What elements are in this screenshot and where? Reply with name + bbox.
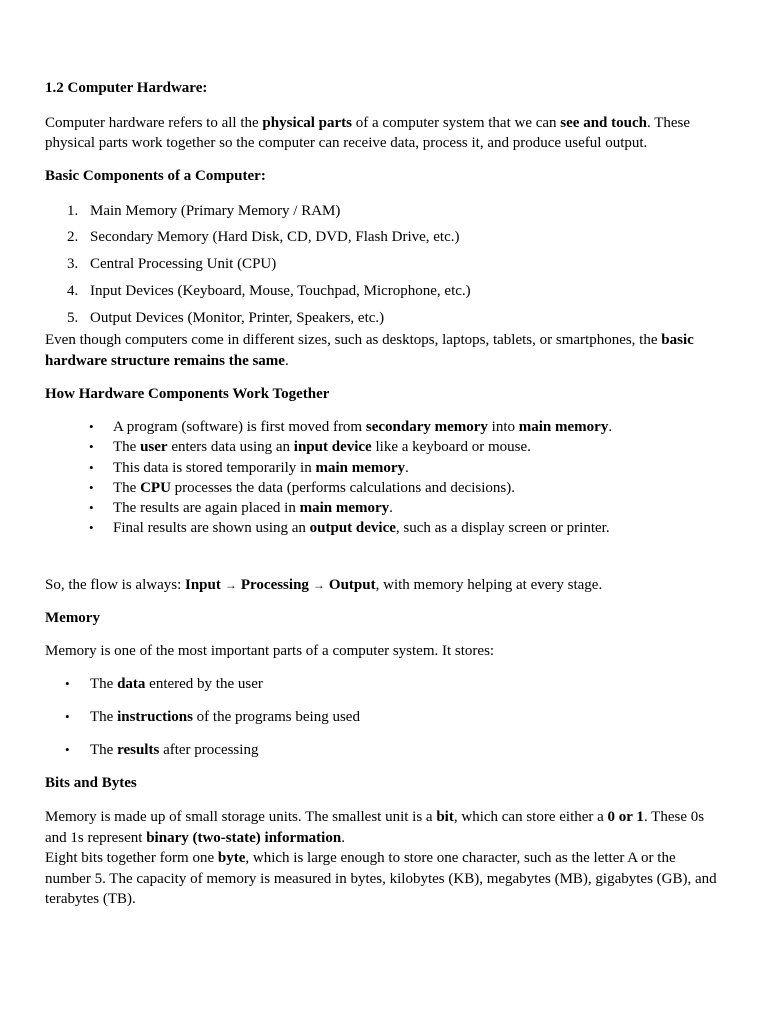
flow-paragraph: So, the flow is always: Input → Processing → Output, with memory helping at every stage.	[45, 576, 603, 593]
bits-bytes-heading: Bits and Bytes	[45, 774, 137, 791]
list-item: • The results after processing	[65, 741, 259, 758]
memory-intro-paragraph: Memory is one of the most important parts of a computer system. It stores:	[45, 642, 495, 659]
list-item: • The data entered by the user	[65, 675, 263, 692]
bullet-icon: •	[89, 439, 94, 455]
how-together-heading: How Hardware Components Work Together	[45, 385, 330, 402]
arrow-right-icon: →	[312, 577, 325, 592]
hardware-intro-paragraph: Computer hardware refers to all the physical parts of a computer system that we can see and touch. These physical parts work together so the computer can receive data, process it, and produce useful output.	[45, 114, 691, 151]
list-item: • The user enters data using an input device like a keyboard or mouse.	[45, 437, 725, 457]
list-item: 2. Secondary Memory (Hard Disk, CD, DVD, Flash Drive, etc.)	[67, 229, 460, 246]
how-together-list	[45, 417, 725, 539]
list-item: • The CPU processes the data (performs calculations and decisions).	[45, 478, 725, 498]
list-item: 3. Central Processing Unit (CPU)	[67, 256, 277, 273]
bullet-icon: •	[89, 418, 94, 434]
bullet-icon: •	[89, 479, 94, 495]
bullet-icon: •	[65, 741, 70, 757]
list-item: • This data is stored temporarily in main memory.	[45, 458, 725, 478]
bullet-icon: •	[65, 708, 70, 724]
basic-components-list	[45, 201, 725, 328]
memory-list	[45, 674, 725, 760]
list-item: • The instructions of the programs being used	[65, 708, 360, 725]
memory-heading: Memory	[45, 609, 100, 626]
bullet-icon: •	[89, 500, 94, 516]
list-item: 1. Main Memory (Primary Memory / RAM)	[67, 202, 341, 219]
basic-components-heading: Basic Components of a Computer:	[45, 168, 266, 184]
bytes-paragraph: Eight bits together form one byte, which is large enough to store one character, such as the letter A or the number 5. The capacity of memory is measured in bytes, kilobytes (KB), megabytes (MB), gigabytes (GB), and terabytes (TB).	[45, 850, 717, 908]
arrow-right-icon: →	[224, 577, 237, 592]
bits-paragraph: Memory is made up of small storage units. The smallest unit is a bit, which can store either a 0 or 1. These 0s and 1s represent binary (two-state) information.	[45, 809, 705, 846]
bullet-icon: •	[89, 520, 94, 536]
section-title: 1.2 Computer Hardware:	[45, 80, 208, 96]
list-item: • Final results are shown using an output device, such as a display screen or printer.	[45, 518, 725, 538]
document-body	[45, 78, 725, 910]
list-item: • The results are again placed in main memory.	[45, 498, 725, 518]
bullet-icon: •	[65, 675, 70, 691]
bullet-icon: •	[89, 459, 94, 475]
list-item: 4. Input Devices (Keyboard, Mouse, Touchpad, Microphone, etc.)	[67, 282, 471, 299]
structure-paragraph: Even though computers come in different sizes, such as desktops, laptops, tablets, or smartphones, the basic hardware structure remains the same.	[45, 332, 694, 369]
list-item: 5. Output Devices (Monitor, Printer, Speakers, etc.)	[67, 309, 385, 326]
list-item: • A program (software) is first moved from secondary memory into main memory.	[45, 417, 725, 437]
